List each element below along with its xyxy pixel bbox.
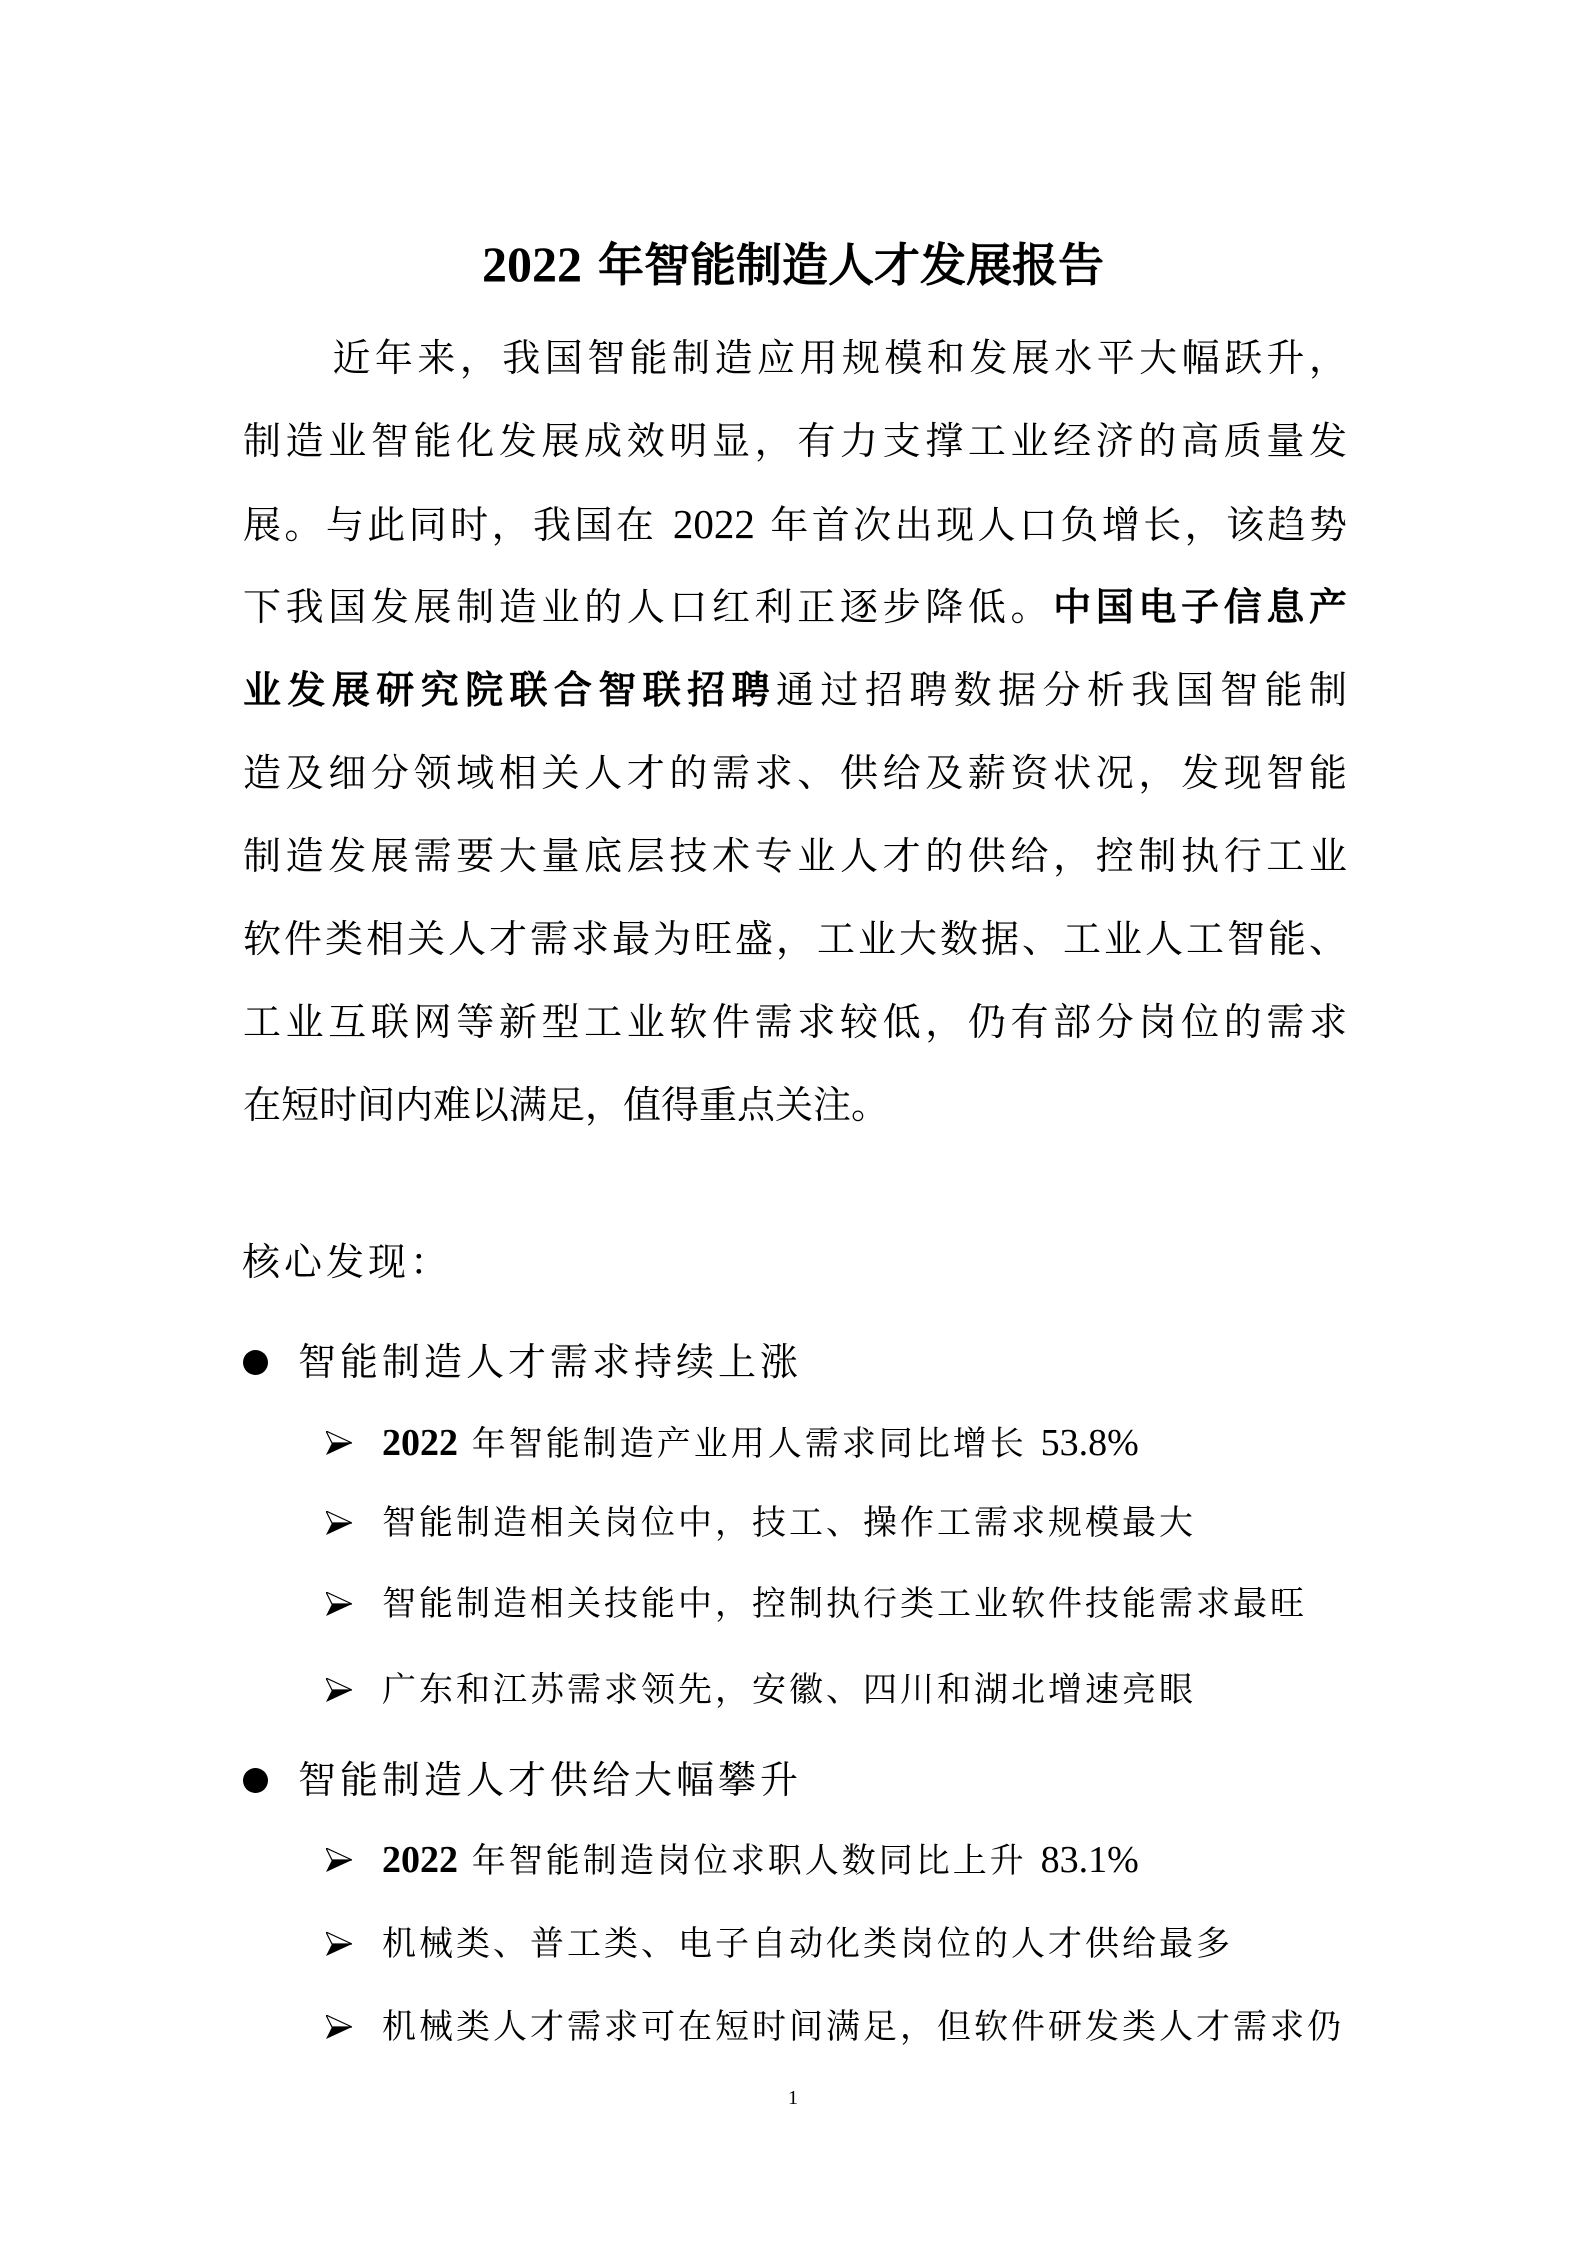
title-text: 年智能制造人才发展报告 <box>581 238 1104 292</box>
filled-circle-bullet-icon <box>243 1768 268 1793</box>
document-title <box>0 232 1586 296</box>
sub-item-label: 年智能制造岗位求职人数同比上升 <box>458 1841 1041 1881</box>
paragraph-line <box>243 1077 1347 1133</box>
sub-item-value: 83.1% <box>1040 1839 1139 1881</box>
filled-circle-bullet-icon <box>243 1350 268 1375</box>
arrowhead-bullet-icon <box>326 1431 352 1455</box>
paragraph-text: 造及细分领域相关人才的需求、供给及薪资状况，发现智能 <box>243 751 1347 795</box>
paragraph-line <box>243 579 1347 635</box>
paragraph-text: 展。与此同时，我国在 <box>243 503 673 547</box>
paragraph-text: 在短时间内难以满足，值得重点关注。 <box>243 1083 890 1127</box>
sub-item-year: 2022 <box>382 1839 458 1881</box>
sub-item-text: 机械类人才需求可在短时间满足，但软件研发类人才需求仍 <box>382 2007 1344 2047</box>
arrowhead-bullet-icon <box>326 2015 352 2039</box>
sub-item-text: 智能制造相关技能中，控制执行类工业软件技能需求最旺 <box>382 1584 1307 1624</box>
arrowhead-bullet-icon <box>326 1932 352 1956</box>
arrowhead-bullet-icon <box>326 1848 352 1872</box>
sub-item-text: 智能制造相关岗位中，技工、操作工需求规模最大 <box>382 1503 1196 1543</box>
paragraph-bold-org: 中国电子信息产 <box>1053 585 1347 629</box>
paragraph-text: 工业互联网等新型工业软件需求较低，仍有部分岗位的需求 <box>243 1000 1347 1044</box>
paragraph-line <box>243 828 1347 884</box>
sub-item-value: 53.8% <box>1040 1422 1139 1464</box>
title-year: 2022 <box>481 236 582 292</box>
paragraph-text: 下我国发展制造业的人口红利正逐步降低。 <box>243 585 1054 629</box>
finding-label: 智能制造人才需求持续上涨 <box>298 1340 803 1384</box>
paragraph-text: 近年来，我国智能制造应用规模和发展水平大幅跃升， <box>328 336 1347 380</box>
paragraph-text: 制造发展需要大量底层技术专业人才的供给，控制执行工业 <box>243 834 1347 878</box>
findings-heading: 核心发现： <box>242 1240 453 1284</box>
sub-item-year: 2022 <box>382 1422 458 1464</box>
sub-item-text: 广东和江苏需求领先，安徽、四川和湖北增速亮眼 <box>382 1670 1196 1710</box>
arrowhead-bullet-icon <box>326 1511 352 1535</box>
paragraph-text: 软件类相关人才需求最为旺盛，工业大数据、工业人工智能、 <box>243 917 1347 961</box>
paragraph-line <box>243 662 1347 718</box>
paragraph-line <box>243 911 1347 967</box>
page-number: 1 <box>788 2087 798 2109</box>
paragraph-text: 通过招聘数据分析我国智能制 <box>776 668 1347 712</box>
finding-label: 智能制造人才供给大幅攀升 <box>298 1758 803 1802</box>
arrowhead-bullet-icon <box>326 1678 352 1702</box>
paragraph-line <box>243 330 1347 386</box>
sub-item-label: 年智能制造产业用人需求同比增长 <box>458 1424 1041 1464</box>
sub-item-text: 机械类、普工类、电子自动化类岗位的人才供给最多 <box>382 1924 1233 1964</box>
arrowhead-bullet-icon <box>326 1592 352 1616</box>
sub-item-text <box>382 1835 1139 1886</box>
paragraph-bold-org: 业发展研究院联合智联招聘 <box>243 668 776 712</box>
paragraph-text: 制造业智能化发展成效明显，有力支撑工业经济的高质量发 <box>243 419 1347 463</box>
paragraph-line <box>243 413 1347 469</box>
paragraph-line <box>243 745 1347 801</box>
paragraph-line <box>243 994 1347 1050</box>
sub-item-text <box>382 1418 1139 1469</box>
paragraph-line <box>243 496 1347 552</box>
paragraph-year: 2022 <box>672 501 755 547</box>
paragraph-text: 年首次出现人口负增长，该趋势 <box>754 503 1347 547</box>
